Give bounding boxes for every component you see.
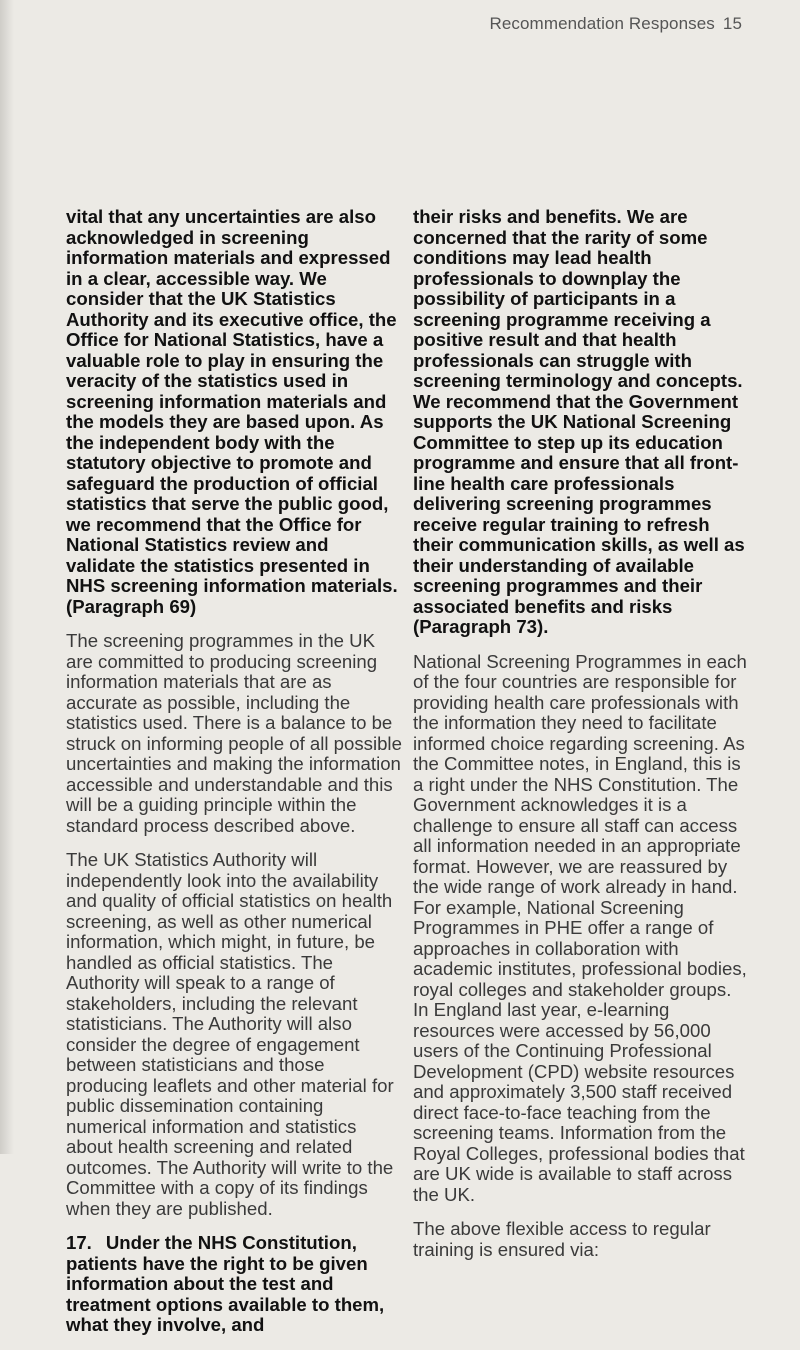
recommendation-continued: vital that any uncertainties are also acknowledged in screening information materials and expressed in a clear, accessible way. We consider that the UK Statistics Authority and its executive office, the Office for National Statistics, have a valuable role to play in ensuring the veracity of the statistics used in screening information materials and the models they are based upon. As the independent body with the statutory objective to promote and safeguard the production of official statistics that serve the public good, we recommend that the Office for National Statistics review and validate the statistics presented in NHS screening information materials. (Paragraph 69) xyxy=(66,206,398,617)
response-paragraph: National Screening Programmes in each of the four countries are responsible for providing health care professionals with the information they need to facilitate informed choice regarding screening. As the Committee notes, in England, this is a right under the NHS Constitution. The Government acknowledges it is a challenge to ensure all staff can access all information needed in an appropriate format. However, we are reassured by the wide range of work already in hand. For example, National Screening Programmes in PHE offer a range of approaches in collaboration with academic institutes, professional bodies, royal colleges and stakeholder groups. In England last year, e-learning resources were accessed by 56,000 users of the Continuing Professional Development (CPD) website resources and approximately 3,500 staff received direct face-to-face teaching from the screening teams. Information from the Royal Colleges, professional bodies that are UK wide is available to staff across the UK. xyxy=(413,650,747,1205)
left-column xyxy=(66,207,402,1350)
response-paragraph: The screening programmes in the UK are committed to producing screening information materials that are as accurate as possible, including the statistics used. There is a balance to be struck on informing people of all possible uncertainties and making the information accessible and understandable and this will be a guiding principle within the standard process described above. xyxy=(66,630,402,836)
recommendation-17 xyxy=(66,1233,402,1336)
recommendation-17-continued: their risks and benefits. We are concerned that the rarity of some conditions may lead health professionals to downplay the possibility of participants in a screening programme receiving a positive result and that health professionals can struggle with screening terminology and concepts. We recommend that the Government supports the UK National Screening Committee to step up its education programme and ensure that all front-line health care professionals delivering screening programmes receive regular training to refresh their communication skills, as well as their understanding of available screening programmes and their associated benefits and risks (Paragraph 73). xyxy=(413,206,745,637)
response-paragraph: The above flexible access to regular training is ensured via: xyxy=(413,1218,711,1260)
right-column xyxy=(413,207,749,1274)
recommendation-number: 17. xyxy=(66,1232,92,1253)
recommendation-text: Under the NHS Constitution, patients have the right to be given information about the test and treatment options available to them, what they involve, and xyxy=(66,1232,385,1335)
page-edge-shadow xyxy=(0,0,14,1154)
page-number: 15 xyxy=(722,14,742,33)
section-title: Recommendation Responses xyxy=(489,14,715,33)
running-header xyxy=(489,14,742,34)
response-paragraph: The UK Statistics Authority will independently look into the availability and quality of official statistics on health screening, as well as other numerical information, which might, in future, be handled as official statistics. The Authority will speak to a range of stakeholders, including the relevant statisticians. The Authority will also consider the degree of engagement between statisticians and those producing leaflets and other material for public dissemination containing numerical information and statistics about health screening and related outcomes. The Authority will write to the Committee with a copy of its findings when they are published. xyxy=(66,849,394,1219)
